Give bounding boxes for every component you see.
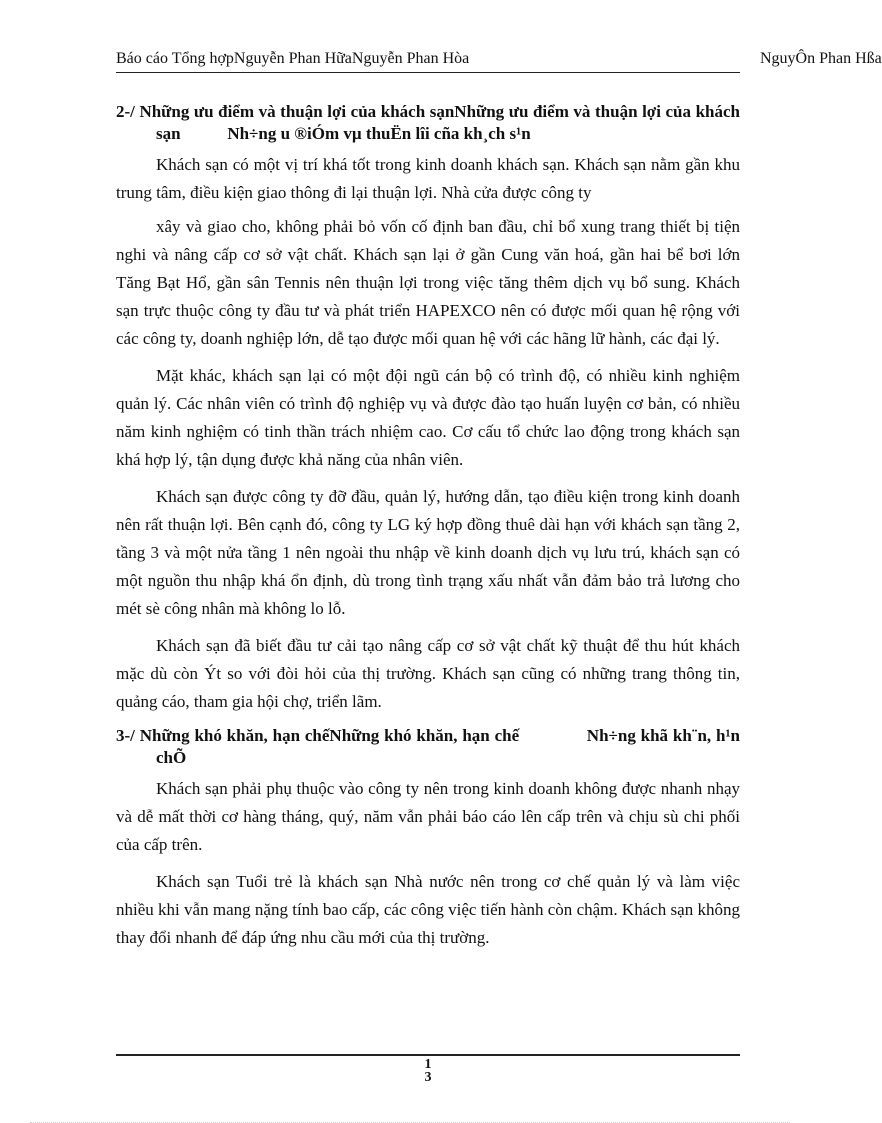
paragraph: Khách sạn phải phụ thuộc vào công ty nên trong kinh doanh không được nhanh nhạy và dễ mất thời cơ hàng tháng, quý, năm vẫn phải báo cáo lên cấp trên và chịu sù chi phối của cấp trên. bbox=[116, 779, 740, 854]
heading-text: 3-/ Những khó khăn, hạn chếNhững khó khăn, hạn chế bbox=[116, 726, 520, 745]
page-number bbox=[416, 1058, 440, 1084]
page-number-top: 1 bbox=[424, 1057, 432, 1072]
footer-rule bbox=[116, 1054, 740, 1056]
page-number-bottom: 3 bbox=[424, 1070, 432, 1085]
paragraph: xây và giao cho, không phải bỏ vốn cố định ban đầu, chỉ bổ xung trang thiết bị tiện nghi và nâng cấp cơ sở vật chất. Khách sạn lại ở gần Cung văn hoá, gần hai bể bơi lớn Tăng Bạt Hổ, gần sân Tennis nên thuận lợi trong việc tăng thêm dịch vụ bổ sung. Khách sạn trực thuộc công ty đầu tư và phát triển HAPEXCO nên có được mối quan hệ rộng với các công ty, doanh nghiệp lớn, dễ tạo được mối quan hệ với các hãng lữ hành, các đại lý. bbox=[116, 217, 740, 348]
paragraph: Khách sạn Tuổi trẻ là khách sạn Nhà nước nên trong cơ chế quản lý và làm việc nhiều khi vẫn mang nặng tính bao cấp, các công việc tiến hành còn chậm. Khách sạn không thay đổi nhanh để đáp ứng nhu cầu mới của thị trường. bbox=[116, 872, 740, 947]
section-heading-advantages bbox=[116, 101, 740, 145]
paragraph: Khách sạn đã biết đầu tư cải tạo nâng cấp cơ sở vật chất kỹ thuật để thu hút khách mặc dù còn Ýt so với đòi hỏi của thị trường. Khách sạn cũng có những trang thông tin, quảng cáo, tham gia hội chợ, triển lãm. bbox=[116, 636, 740, 711]
heading-text: 2-/ Những ưu điểm và thuận lợi của khách sạnNhững ưu điểm và thuận lợi của khách sạn bbox=[116, 102, 740, 143]
section-heading-difficulties bbox=[116, 725, 740, 769]
heading-garbled-text: Nh÷ng khã kh¨n, h¹n chÕ bbox=[156, 726, 741, 767]
paragraph: Khách sạn có một vị trí khá tốt trong kinh doanh khách sạn. Khách sạn nằm gần khu trung tâm, điều kiện giao thông đi lại thuận lợi. Nhà cửa được công ty bbox=[116, 155, 740, 202]
heading-garbled-text: Nh÷ng u ®iÓm vµ thuËn lîi cña kh¸ch s¹n bbox=[227, 124, 531, 143]
paragraph: Khách sạn được công ty đỡ đầu, quản lý, hướng dẫn, tạo điều kiện trong kinh doanh nên rất thuận lợi. Bên cạnh đó, công ty LG ký hợp đồng thuê dài hạn với khách sạn tầng 2, tầng 3 và một nửa tầng 1 nên ngoài thu nhập về kinh doanh dịch vụ lưu trú, khách sạn có một nguồn thu nhập khá ổn định, dù trong tình trạng xấu nhất vẫn đảm bảo trả lương cho mét sè công nhân mà không lo lỗ. bbox=[116, 487, 740, 618]
header-author: NguyÔn Phan Hßa bbox=[760, 50, 882, 67]
paragraph: Mặt khác, khách sạn lại có một đội ngũ cán bộ có trình độ, có nhiều kinh nghiệm quản lý. Các nhân viên có trình độ nghiệp vụ và được đào tạo huấn luyện cơ bản, có nhiều năm kinh nghiệm có tinh thần trách nhiệm cao. Cơ cấu tổ chức lao động trong khách sạn khá hợp lý, tận dụng được khả năng của nhân viên. bbox=[116, 366, 740, 469]
header-rule bbox=[116, 72, 740, 73]
document-body bbox=[116, 101, 740, 952]
header-title: Báo cáo Tổng hợpNguyễn Phan HữaNguyễn Phan Hòa bbox=[116, 50, 470, 67]
